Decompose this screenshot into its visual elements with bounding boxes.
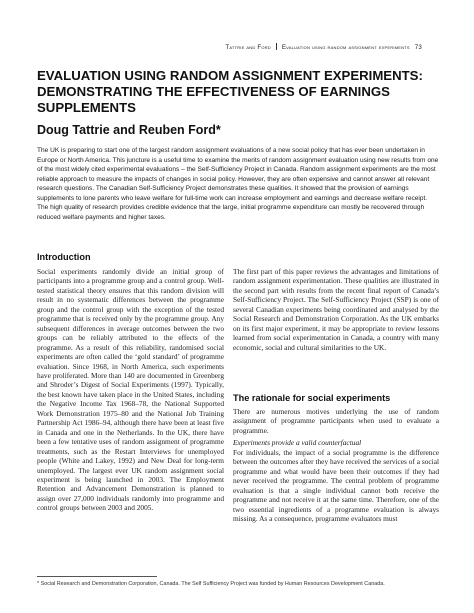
abstract: The UK is preparing to start one of the largest random assignment evaluations of a new social policy that has ever been undertaken in Europe or North America. This juncture is a useful time to examine the merits of random assignment evaluation using new results from one of the most widely cited experimental evaluations – the Self-Sufficiency Project in Canada. Random assignment experiments are the most reliable approach to measure the impacts of changes in social policy. However, they are often expensive and cannot answer all relevant research questions. The Canadian Self-Sufficiency Project demonstrates these qualities. It showed that the provision of earnings supplements to lone parents who leave welfare for full-time work can increase employment and earnings and decrease welfare receipt. The high quality of research provides credible evidence that the large, initial programme expenditure can mostly be recovered through reduced welfare payments and higher taxes.: [37, 147, 439, 221]
introduction-left-column: Social experiments randomly divide an initial group of participants into a programme group and a control group. Well-tested statistical theory ensures that this random division will result in no systematic differences between the programme group and the control group with the exception of the tested programme that is received only by the programme group. Any subsequent differences in average outcomes between the two groups can be reliably attributed to the effects of the programme. As a result of this reliability, randomised social experiments are often called the ‘gold standard’ of programme evaluation. Since 1968, in North America, such experiments have proliferated. More than 140 are documented in Greenberg and Shroder’s Digest of Social Experiments (1997). Typically, the best known have taken place in the United States, including the Negative Income Tax 1968–78, the National Supported Work Demonstration 1975–80 and the National Job Training Partnership Act 1986–94, although there have been at least five in Canada and one in the Netherlands. In the UK, there have been a few tentative uses of random assignment of programme treatments, such as the Restart Interviews for unemployed people (White and Lakey, 1992) and New Deal for long-term unemployed. The largest ever UK random assignment social experiment is being launched in 2003. The Employment Retention and Advancement Demonstration is planned to assign over 27,000 individuals randomly into programme and control groups between 2003 and 2005.: [37, 267, 224, 513]
rationale-heading: The rationale for social experiments: [233, 393, 391, 403]
footnote: * Social Research and Demonstration Corporation, Canada. The Self Sufficiency Project was funded by Human Resources Development Canada.: [37, 581, 385, 587]
rationale-paragraph: There are numerous motives underlying the use of random assignment of programme participants when used to evaluate a programme.: [233, 407, 439, 435]
running-head-journal: Evaluation using random assignment experiments: [281, 44, 410, 51]
footnote-rule: [37, 576, 157, 577]
introduction-right-column: The first part of this paper reviews the advantages and limitations of random assignment experimentation. These qualities are illustrated in the second part with results from the recent final report of Canada’s Self-Sufficiency Project. The Self-Sufficiency Project (SSP) is one of several Canadian experiments being coordinated and analysed by the Social Research and Demonstration Corporation. As the UK embarks on its first major experiment, it may be appropriate to review lessons learned from social experimentation in Canada, a country with many economic, social and cultural similarities to the UK.: [233, 267, 439, 352]
introduction-heading: Introduction: [37, 252, 91, 262]
counterfactual-paragraph: For individuals, the impact of a social programme is the difference between the outcomes after they have received the services of a social programme and what would have been their outcomes if they had never received the programme. The central problem of programme evaluation is that a single individual cannot both receive the programme and not receive it at the same time. Therefore, one of the two essential ingredients of a programme evaluation is always missing. As a consequence, programme evaluators must: [233, 448, 439, 524]
running-head-separator: [276, 43, 277, 50]
article-authors: Doug Tattrie and Reuben Ford*: [37, 123, 221, 137]
running-head-authors: Tattrie and Ford: [225, 44, 271, 51]
running-head: [225, 43, 422, 51]
page-number: 73: [414, 44, 422, 51]
counterfactual-subheading: Experiments provide a valid counterfactual: [233, 438, 362, 447]
article-title: EVALUATION USING RANDOM ASSIGNMENT EXPERIMENTS: DEMONSTRATING THE EFFECTIVENESS OF EARNINGS SUPPLEMENTS: [37, 68, 423, 115]
